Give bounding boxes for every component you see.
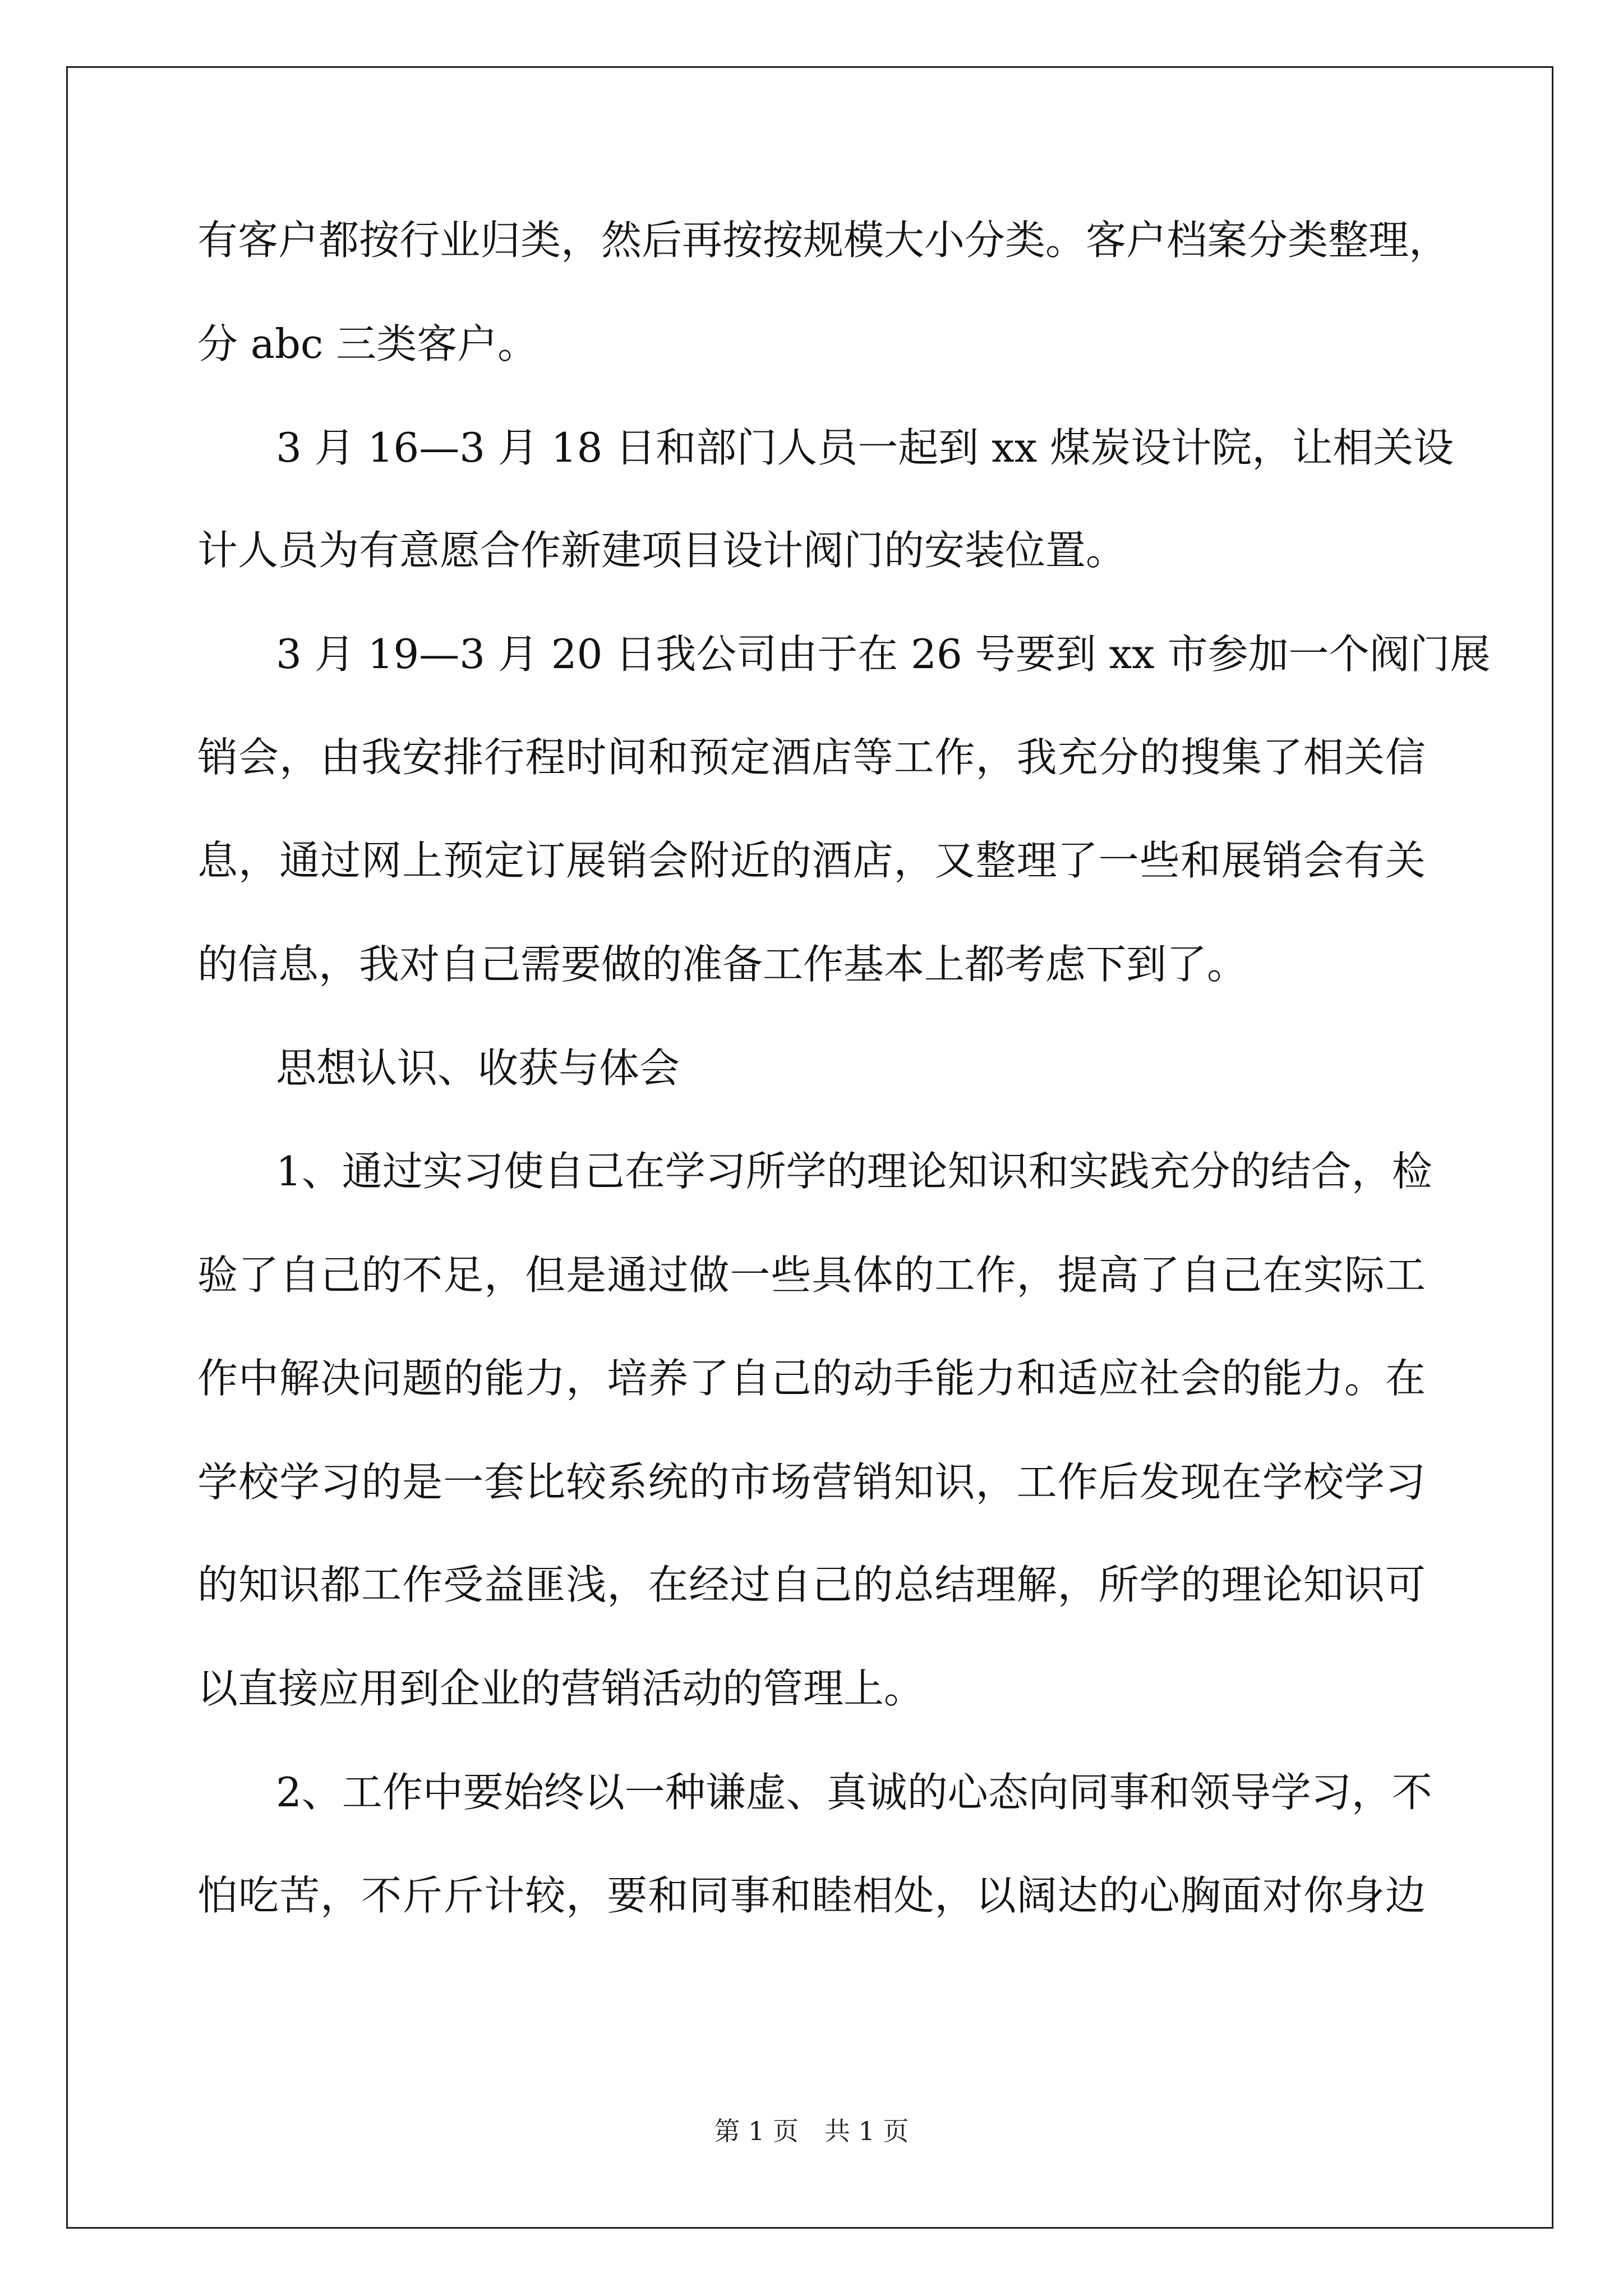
paragraph-3-line-3: 息，通过网上预定订展销会附近的酒店，又整理了一些和展销会有关 [197,837,1426,884]
paragraph-3-line-2: 销会，由我安排行程时间和预定酒店等工作，我充分的搜集了相关信 [197,734,1426,781]
paragraph-1-line-1: 有客户都按行业归类，然后再按按规模大小分类。客户档案分类整理， [197,217,1450,264]
paragraph-6-line-1: 2、工作中要始终以一种谦虚、真诚的心态向同事和领导学习，不 [276,1769,1432,1816]
paragraph-5-line-6: 以直接应用到企业的营销活动的管理上。 [197,1665,925,1712]
paragraph-5-line-2: 验了自己的不足，但是通过做一些具体的工作，提高了自己在实际工 [197,1251,1426,1299]
paragraph-2-line-1: 3 月 16—3 月 18 日和部门人员一起到 xx 煤炭设计院，让相关设 [276,424,1454,471]
paragraph-3-line-4: 的信息，我对自己需要做的准备工作基本上都考虑下到了。 [197,941,1248,988]
paragraph-1-line-2: 分 abc 三类客户。 [197,320,538,367]
page-number-footer: 第 1 页 共 1 页 [714,2116,909,2146]
paragraph-5-line-1: 1、通过实习使自己在学习所学的理论知识和实践充分的结合，检 [276,1148,1432,1195]
paragraph-3-line-1: 3 月 19—3 月 20 日我公司由于在 26 号要到 xx 市参加一个阀门展 [276,631,1491,678]
paragraph-5-line-4: 学校学习的是一套比较系统的市场营销知识，工作后发现在学校学习 [197,1458,1426,1506]
paragraph-6-line-2: 怕吃苦，不斤斤计较，要和同事和睦相处，以阔达的心胸面对你身边 [197,1872,1426,1919]
paragraph-5-line-3: 作中解决问题的能力，培养了自己的动手能力和适应社会的能力。在 [197,1355,1426,1402]
paragraph-5-line-5: 的知识都工作受益匪浅，在经过自己的总结理解，所学的理论知识可 [197,1561,1426,1608]
paragraph-2-line-2: 计人员为有意愿合作新建项目设计阀门的安装位置。 [197,527,1127,574]
section-heading: 思想认识、收获与体会 [276,1045,680,1092]
